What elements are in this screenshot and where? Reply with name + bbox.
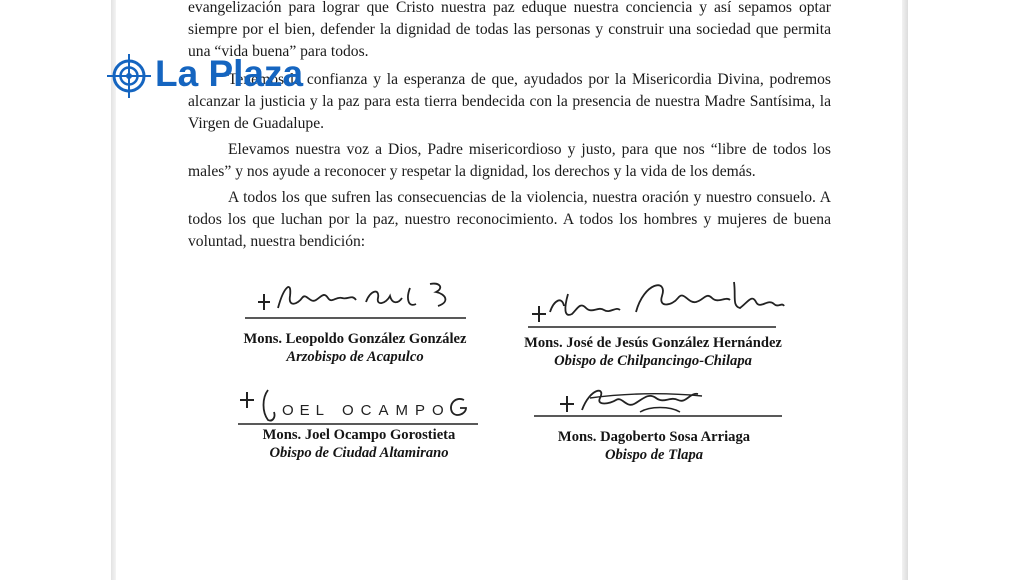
signatory-name: Mons. Joel Ocampo Gorostieta bbox=[262, 427, 456, 443]
paragraph-3: Elevamos nuestra voz a Dios, Padre misericordioso y justo, para que nos “libre de todos los males” y nos ayude a reconocer y respetar la dignidad, los derechos y la vida de los demás. bbox=[188, 141, 831, 180]
signatory-title: Obispo de Chilpancingo-Chilapa bbox=[554, 353, 752, 369]
paragraph-1: evangelización para lograr que Cristo nuestra paz eduque nuestra conciencia y así sepamos optar siempre por el bien, defender la dignidad de todas las personas y construir una sociedad que permita una “vida buena” para todos. bbox=[188, 0, 831, 60]
la-plaza-logo bbox=[107, 55, 322, 97]
signature-jose-de-jesus-gonzalez bbox=[520, 272, 790, 334]
page-shadow-right bbox=[902, 0, 908, 580]
signature-leopoldo-gonzalez bbox=[240, 274, 480, 332]
signatory-title: Arzobispo de Acapulco bbox=[286, 349, 424, 365]
svg-text:OCAMPO: OCAMPO bbox=[342, 402, 451, 419]
la-plaza-logo-icon bbox=[107, 54, 151, 98]
signature-dagoberto-sosa bbox=[530, 384, 790, 430]
paragraph-2: Tenemos la confianza y la esperanza de que, ayudados por la Misericordia Divina, podremos alcanzar la justicia y la paz para esta tierra bendecida con la presencia de nuestra Madre Santísima, la Virgen de Guadalupe. bbox=[188, 71, 831, 132]
signatory-3 bbox=[236, 426, 482, 462]
la-plaza-wordmark: La Plaza bbox=[155, 53, 304, 94]
signatory-name: Mons. José de Jesús González Hernández bbox=[524, 335, 782, 351]
signatory-name: Mons. Dagoberto Sosa Arriaga bbox=[557, 429, 751, 445]
signatory-2 bbox=[518, 334, 788, 370]
signatory-4 bbox=[530, 428, 778, 464]
signatory-title: Obispo de Tlapa bbox=[604, 447, 704, 463]
signatory-title: Obispo de Ciudad Altamirano bbox=[269, 445, 449, 461]
signature-joel-ocampo bbox=[234, 382, 484, 428]
signatory-name: Mons. Leopoldo González González bbox=[243, 331, 467, 347]
paragraph-4: A todos los que sufren las consecuencias de la violencia, nuestra oración y nuestro consuelo. A todos los que luchan por la paz, nuestro reconocimiento. A todos los hombres y mujeres de buena voluntad, nuestra bendición: bbox=[188, 189, 831, 250]
signatory-1 bbox=[232, 330, 478, 366]
svg-text:OEL: OEL bbox=[282, 402, 331, 419]
